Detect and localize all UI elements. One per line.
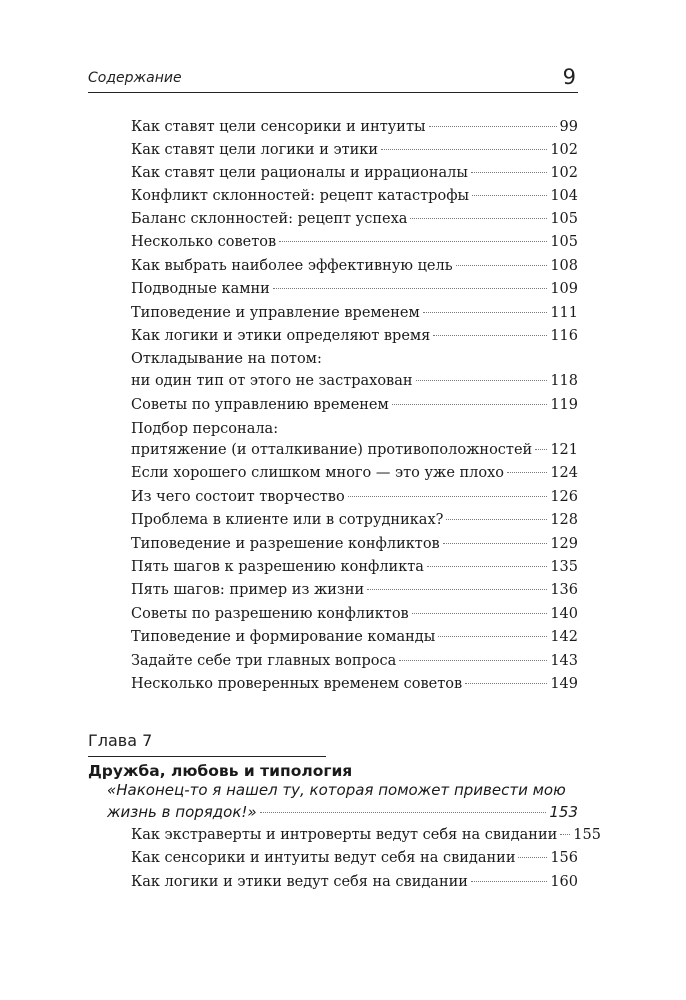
toc-entry-page: 121: [550, 442, 578, 458]
dot-leader: [416, 380, 548, 381]
page-number: 9: [562, 65, 576, 89]
toc-entry-page: 124: [550, 465, 578, 481]
toc-entry-page: 135: [550, 559, 578, 575]
chapter-title[interactable]: Дружба, любовь и типология: [88, 762, 353, 780]
toc-entry[interactable]: [131, 533, 578, 556]
dot-leader: [429, 126, 557, 127]
toc-entry-label: Как ставят цели сенсорики и интуиты: [131, 119, 426, 135]
toc-entry[interactable]: [131, 824, 601, 847]
toc-entry-label: Задайте себе три главных вопроса: [131, 653, 397, 669]
dot-leader: [518, 857, 547, 858]
toc-entry[interactable]: [131, 325, 578, 348]
dot-leader: [465, 683, 547, 684]
toc-entry-label: притяжение (и отталкивание) противоположностей: [131, 442, 533, 458]
toc-entry-page: 140: [550, 606, 578, 622]
toc-entry-page: 119: [550, 397, 578, 413]
dot-leader: [381, 149, 547, 150]
toc-entry[interactable]: [131, 556, 578, 579]
toc-entry-page: 116: [550, 328, 578, 344]
toc-entry-label: Пять шагов к разрешению конфликта: [131, 559, 424, 575]
dot-leader: [443, 543, 548, 544]
toc-main-entry-first-line[interactable]: «Наконец-то я нашел ту, которая поможет привести мою: [107, 781, 566, 799]
dot-leader: [367, 589, 547, 590]
dot-leader: [438, 636, 547, 637]
dot-leader: [535, 449, 547, 450]
toc-entry-label: Конфликт склонностей: рецепт катастрофы: [131, 188, 470, 204]
toc-entry-label: Пять шагов: пример из жизни: [131, 582, 365, 598]
toc-entry-page: 129: [550, 536, 578, 552]
dot-leader: [260, 812, 547, 813]
toc-entry[interactable]: [131, 509, 578, 532]
toc-entry-label: Из чего состоит творчество: [131, 489, 345, 505]
toc-entry-label: Как логики и этики ведут себя на свидании: [131, 874, 468, 890]
toc-entry[interactable]: [131, 626, 578, 649]
toc-entry-page: 108: [550, 258, 578, 274]
dot-leader: [456, 265, 548, 266]
toc-entry-page: 153: [549, 803, 578, 821]
dot-leader: [392, 404, 548, 405]
toc-entry-page: 109: [550, 281, 578, 297]
toc-entry-page: 111: [550, 305, 578, 321]
dot-leader: [471, 881, 547, 882]
toc-entry[interactable]: [131, 139, 578, 162]
toc-entry-label: Проблема в клиенте или в сотрудниках?: [131, 512, 444, 528]
toc-entry-page: 102: [550, 142, 578, 158]
dot-leader: [410, 218, 547, 219]
toc-entry-page: 128: [550, 512, 578, 528]
toc-entry-label: Как ставят цели логики и этики: [131, 142, 379, 158]
dot-leader: [560, 834, 570, 835]
toc-entry-page: 155: [573, 827, 601, 843]
toc-entry-label: ни один тип от этого не застрахован: [131, 373, 413, 389]
toc-entry-label: Несколько проверенных временем советов: [131, 676, 463, 692]
toc-entry[interactable]: [131, 278, 578, 301]
toc-entry-label: Советы по разрешению конфликтов: [131, 606, 409, 622]
toc-entry-label: Типоведение и управление временем: [131, 305, 420, 321]
toc-entry-label: Баланс склонностей: рецепт успеха: [131, 211, 408, 227]
toc-entry-page: 126: [550, 489, 578, 505]
toc-entry[interactable]: [131, 394, 578, 417]
toc-entry[interactable]: [131, 871, 578, 894]
toc-entry-label: Как логики и этики определяют время: [131, 328, 431, 344]
toc-entry[interactable]: [131, 370, 578, 393]
toc-entry-page: 105: [550, 211, 578, 227]
toc-entry-label: Как экстраверты и интроверты ведут себя на свидании: [131, 827, 558, 843]
toc-entry[interactable]: [131, 462, 578, 485]
dot-leader: [412, 613, 548, 614]
chapter-label: Глава 7: [88, 730, 326, 757]
toc-entry-label: Несколько советов: [131, 234, 277, 250]
toc-entry-first-line[interactable]: Откладывание на потом:: [131, 351, 322, 367]
dot-leader: [472, 195, 547, 196]
toc-entry[interactable]: [131, 162, 578, 185]
toc-entry-page: 149: [550, 676, 578, 692]
toc-entry-label: Советы по управлению временем: [131, 397, 389, 413]
toc-main-entry[interactable]: [107, 801, 578, 824]
toc-entry[interactable]: [131, 255, 578, 278]
toc-entry-page: 142: [550, 629, 578, 645]
dot-leader: [348, 496, 548, 497]
dot-leader: [399, 660, 547, 661]
dot-leader: [427, 566, 547, 567]
toc-entry-page: 99: [559, 119, 578, 135]
toc-entry-label: Типоведение и формирование команды: [131, 629, 436, 645]
dot-leader: [471, 172, 547, 173]
toc-entry-page: 118: [550, 373, 578, 389]
dot-leader: [423, 312, 548, 313]
toc-entry[interactable]: [131, 208, 578, 231]
toc-entry-page: 102: [550, 165, 578, 181]
toc-entry-label: Как сенсорики и интуиты ведут себя на свидании: [131, 850, 516, 866]
toc-entry[interactable]: [131, 116, 578, 139]
toc-entry-label: Как выбрать наиболее эффективную цель: [131, 258, 453, 274]
toc-entry-label: Типоведение и разрешение конфликтов: [131, 536, 440, 552]
toc-entry[interactable]: [131, 579, 578, 602]
toc-entry[interactable]: [131, 439, 578, 462]
toc-entry[interactable]: [131, 673, 578, 696]
toc-entry-page: 136: [550, 582, 578, 598]
toc-entry-first-line[interactable]: Подбор персонала:: [131, 421, 279, 437]
toc-entry-page: 143: [550, 653, 578, 669]
dot-leader: [279, 241, 547, 242]
toc-entry-page: 160: [550, 874, 578, 890]
toc-entry[interactable]: [131, 486, 578, 509]
toc-entry-label: Подводные камни: [131, 281, 270, 297]
dot-leader: [433, 335, 547, 336]
toc-entry-page: 156: [550, 850, 578, 866]
toc-entry-page: 105: [550, 234, 578, 250]
dot-leader: [446, 519, 547, 520]
toc-entry-page: 104: [550, 188, 578, 204]
toc-entry[interactable]: [131, 650, 578, 673]
running-header: [88, 58, 578, 93]
toc-entry-label: жизнь в порядок!»: [107, 803, 257, 821]
toc-entry[interactable]: [131, 185, 578, 208]
toc-entry[interactable]: [131, 603, 578, 626]
toc-entry-label: Как ставят цели рационалы и иррационалы: [131, 165, 468, 181]
dot-leader: [273, 288, 547, 289]
toc-entry[interactable]: [131, 302, 578, 325]
toc-entry[interactable]: [131, 231, 578, 254]
running-header-title: Содержание: [88, 70, 182, 86]
dot-leader: [507, 472, 547, 473]
toc-entry[interactable]: [131, 847, 578, 870]
toc-entry-label: Если хорошего слишком много — это уже плохо: [131, 465, 505, 481]
